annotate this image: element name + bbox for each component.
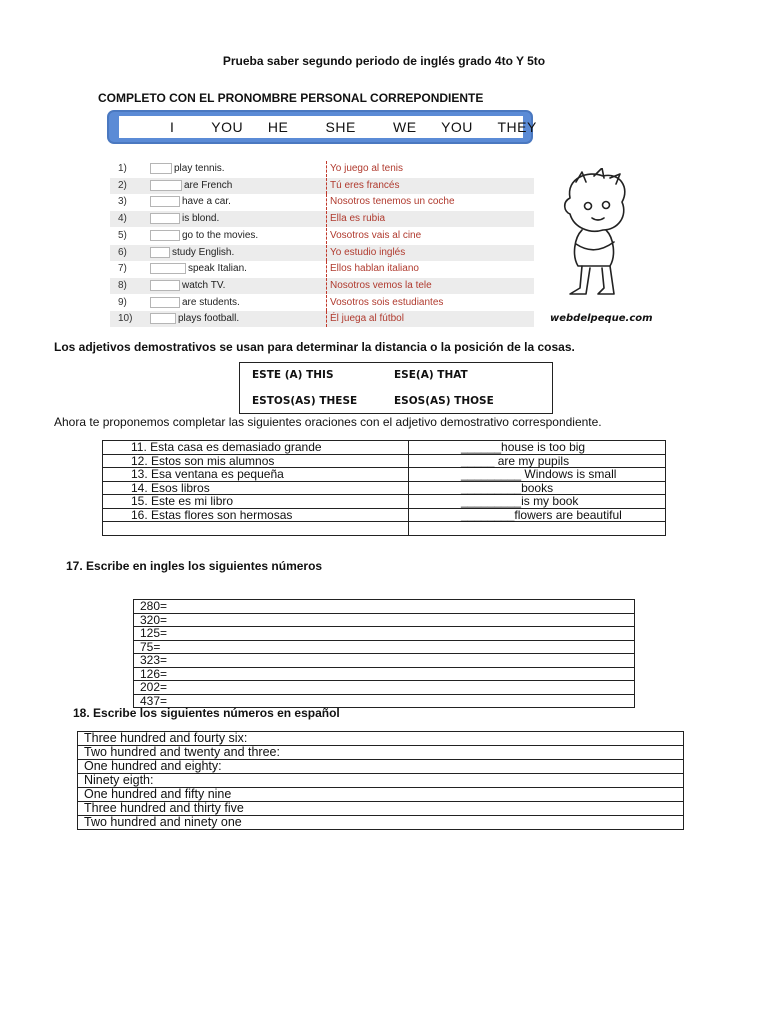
demo-these: ESTOS(AS) THESE bbox=[252, 395, 358, 407]
page-title: Prueba saber segundo periodo de inglés grado 4to Y 5to bbox=[222, 54, 546, 68]
exercise-number: 9) bbox=[118, 296, 127, 308]
credit-text: webdelpeque.com bbox=[550, 313, 653, 324]
phrases-table bbox=[77, 731, 684, 830]
column-divider bbox=[326, 311, 327, 327]
number-to-write[interactable]: 320= bbox=[134, 613, 635, 627]
english-sentence-blank[interactable] bbox=[409, 522, 666, 536]
number-phrase[interactable]: Two hundred and twenty and three: bbox=[78, 746, 684, 760]
number-phrase[interactable]: Three hundred and thirty five bbox=[78, 802, 684, 816]
column-divider bbox=[326, 211, 327, 227]
number-to-write[interactable]: 75= bbox=[134, 640, 635, 654]
answer-blank[interactable] bbox=[150, 180, 182, 191]
exercise-english: are students. bbox=[182, 296, 240, 308]
table-row bbox=[103, 508, 666, 522]
answer-blank[interactable] bbox=[150, 213, 180, 224]
exercise-english: have a car. bbox=[182, 196, 231, 208]
english-sentence-blank[interactable]: ______house is too big bbox=[409, 441, 666, 455]
exercise-spanish: Nosotros tenemos un coche bbox=[330, 196, 455, 208]
answer-blank[interactable] bbox=[150, 313, 176, 324]
exercise-row bbox=[110, 261, 534, 277]
demo-that: ESE(A) THAT bbox=[394, 369, 468, 381]
answer-blank[interactable] bbox=[150, 196, 180, 207]
column-divider bbox=[326, 278, 327, 294]
exercise-english: plays football. bbox=[178, 313, 240, 325]
english-sentence-blank[interactable]: _________books bbox=[409, 481, 666, 495]
exercise-spanish: Tú eres francés bbox=[330, 179, 400, 191]
exercise-english: go to the movies. bbox=[182, 229, 259, 241]
demonstrative-table bbox=[102, 440, 666, 536]
section3-heading: 17. Escribe en ingles los siguientes números bbox=[66, 559, 323, 573]
exercise-english: is blond. bbox=[182, 213, 220, 225]
column-divider bbox=[326, 178, 327, 194]
answer-blank[interactable] bbox=[150, 297, 180, 308]
number-phrase[interactable]: One hundred and fifty nine bbox=[78, 788, 684, 802]
demo-this: ESTE (A) THIS bbox=[252, 369, 334, 381]
english-sentence-blank[interactable]: ________flowers are beautiful bbox=[409, 508, 666, 522]
table-row bbox=[134, 654, 635, 668]
exercise-row bbox=[110, 211, 534, 227]
number-phrase[interactable]: One hundred and eighty: bbox=[78, 760, 684, 774]
number-to-write[interactable]: 280= bbox=[134, 600, 635, 614]
exercise-row bbox=[110, 311, 534, 327]
table-row bbox=[103, 441, 666, 455]
spanish-sentence: 15. Este es mi libro bbox=[103, 495, 409, 509]
exercise-row bbox=[110, 295, 534, 311]
table-row bbox=[103, 481, 666, 495]
column-divider bbox=[326, 228, 327, 244]
answer-blank[interactable] bbox=[150, 247, 170, 258]
table-row bbox=[78, 788, 684, 802]
exercise-spanish: Vosotros sois estudiantes bbox=[330, 296, 444, 308]
table-row bbox=[78, 802, 684, 816]
pronoun-box bbox=[107, 110, 537, 144]
number-to-write[interactable]: 202= bbox=[134, 681, 635, 695]
table-row bbox=[103, 495, 666, 509]
exercise-row bbox=[110, 178, 534, 194]
boy-illustration bbox=[548, 168, 638, 300]
english-sentence-blank[interactable]: _________ Windows is small bbox=[409, 468, 666, 482]
exercise-number: 5) bbox=[118, 229, 127, 241]
table-row bbox=[78, 774, 684, 788]
exercise-english: speak Italian. bbox=[188, 263, 247, 275]
exercise-row bbox=[110, 228, 534, 244]
table-row bbox=[134, 640, 635, 654]
demonstratives-box bbox=[239, 362, 553, 414]
exercise-number: 8) bbox=[118, 279, 127, 291]
table-row bbox=[103, 454, 666, 468]
answer-blank[interactable] bbox=[150, 163, 172, 174]
column-divider bbox=[326, 194, 327, 210]
spanish-sentence: 14. Esos libros bbox=[103, 481, 409, 495]
answer-blank[interactable] bbox=[150, 230, 180, 241]
exercise-number: 6) bbox=[118, 246, 127, 258]
exercise-number: 10) bbox=[118, 313, 133, 325]
table-row bbox=[134, 627, 635, 641]
exercise-english: watch TV. bbox=[182, 279, 226, 291]
section2-heading: Los adjetivos demostrativos se usan para determinar la distancia o la posición de la cosas. bbox=[54, 340, 575, 354]
exercise-spanish: Nosotros vemos la tele bbox=[330, 279, 432, 291]
number-to-write[interactable]: 126= bbox=[134, 667, 635, 681]
exercise-number: 4) bbox=[118, 213, 127, 225]
spanish-sentence: 16. Estas flores son hermosas bbox=[103, 508, 409, 522]
numbers-table bbox=[133, 599, 635, 708]
exercise-row bbox=[110, 278, 534, 294]
exercise-row bbox=[110, 194, 534, 210]
exercise-number: 1) bbox=[118, 163, 127, 174]
table-row bbox=[78, 760, 684, 774]
exercise-number: 2) bbox=[118, 179, 127, 191]
english-sentence-blank[interactable]: _________is my book bbox=[409, 495, 666, 509]
number-to-write[interactable]: 437= bbox=[134, 694, 635, 708]
exercise-number: 7) bbox=[118, 263, 127, 275]
column-divider bbox=[326, 261, 327, 277]
exercise-english: are French bbox=[184, 179, 233, 191]
section1-heading: COMPLETO CON EL PRONOMBRE PERSONAL CORREPONDIENTE bbox=[98, 91, 484, 105]
section2-instruction: Ahora te proponemos completar las siguientes oraciones con el adjetivo demostrativo correspondiente. bbox=[54, 415, 602, 429]
exercise-spanish: Ella es rubia bbox=[330, 213, 386, 225]
number-to-write[interactable]: 323= bbox=[134, 654, 635, 668]
column-divider bbox=[326, 161, 327, 177]
exercise-english: play tennis. bbox=[174, 163, 225, 174]
exercise-english: study English. bbox=[172, 246, 235, 258]
number-phrase[interactable]: Ninety eigth: bbox=[78, 774, 684, 788]
pronoun-list: I YOU HE SHE WE YOU THEY bbox=[119, 116, 523, 138]
spanish-sentence: 11. Esta casa es demasiado grande bbox=[103, 441, 409, 455]
exercise-spanish: Yo juego al tenis bbox=[330, 163, 404, 174]
spanish-sentence: 13. Esa ventana es pequeña bbox=[103, 468, 409, 482]
exercise-spanish: Yo estudio inglés bbox=[330, 246, 406, 258]
table-row bbox=[134, 667, 635, 681]
spanish-sentence bbox=[103, 522, 409, 536]
table-row bbox=[78, 732, 684, 746]
number-to-write[interactable]: 125= bbox=[134, 627, 635, 641]
table-row bbox=[134, 600, 635, 614]
exercise-row bbox=[110, 161, 534, 177]
table-row bbox=[134, 613, 635, 627]
column-divider bbox=[326, 295, 327, 311]
exercise-spanish: Él juega al fútbol bbox=[330, 313, 404, 325]
exercise-spanish: Ellos hablan italiano bbox=[330, 263, 419, 275]
demo-those: ESOS(AS) THOSE bbox=[394, 395, 494, 407]
table-row bbox=[103, 468, 666, 482]
table-row bbox=[134, 681, 635, 695]
column-divider bbox=[326, 245, 327, 261]
number-phrase[interactable]: Two hundred and ninety one bbox=[78, 816, 684, 830]
exercise-spanish: Vosotros vais al cine bbox=[330, 229, 422, 241]
table-row bbox=[103, 522, 666, 536]
english-sentence-blank[interactable]: _____ are my pupils bbox=[409, 454, 666, 468]
table-row bbox=[78, 816, 684, 830]
exercise-row bbox=[110, 245, 534, 261]
answer-blank[interactable] bbox=[150, 280, 180, 291]
spanish-sentence: 12. Estos son mis alumnos bbox=[103, 454, 409, 468]
answer-blank[interactable] bbox=[150, 263, 186, 274]
table-row bbox=[78, 746, 684, 760]
number-phrase[interactable]: Three hundred and fourty six: bbox=[78, 732, 684, 746]
exercise-number: 3) bbox=[118, 196, 127, 208]
section4-heading: 18. Escribe los siguientes números en español bbox=[73, 706, 340, 720]
